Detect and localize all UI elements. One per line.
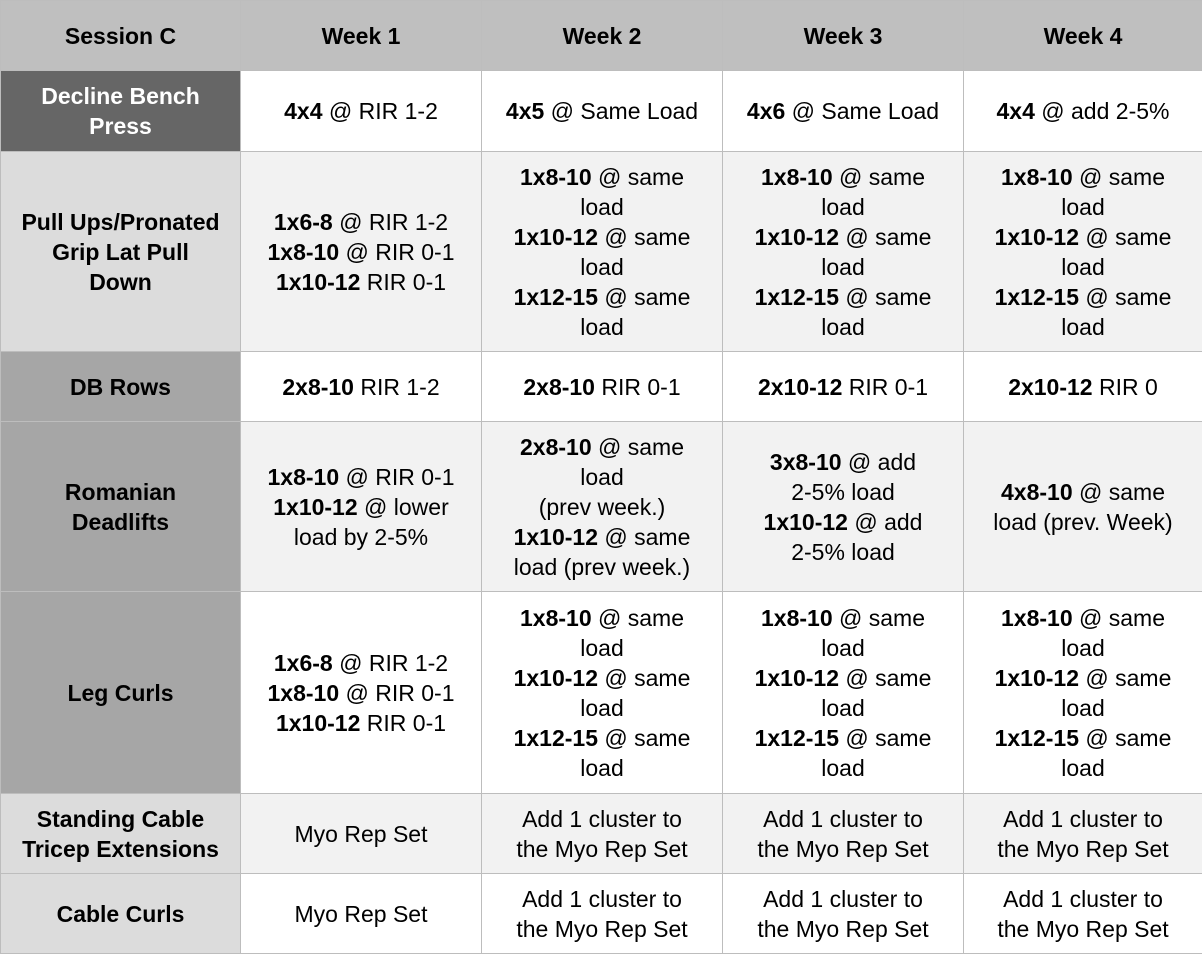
set-instruction: @ RIR 0-1 — [339, 238, 455, 265]
cell-line — [245, 522, 477, 552]
set-instruction: RIR 0 — [1092, 373, 1158, 400]
cell-line — [968, 834, 1198, 864]
set-scheme: 1x10-12 — [513, 523, 599, 550]
cell-line — [245, 237, 477, 267]
cell-line — [486, 312, 718, 342]
set-instruction: RIR 0-1 — [360, 268, 447, 295]
set-scheme: 4x6 — [746, 98, 786, 124]
set-scheme: 1x8-10 — [761, 604, 833, 631]
cell-line — [486, 252, 718, 282]
week-4-cell — [964, 422, 1202, 592]
cell-line — [968, 282, 1198, 312]
set-scheme: 1x10-12 — [754, 664, 840, 691]
set-instruction: Add 1 cluster to — [1003, 805, 1163, 832]
set-instruction: load — [580, 694, 624, 721]
set-instruction: @ same — [1079, 283, 1172, 310]
cell-line — [727, 447, 959, 477]
week-4-cell — [964, 152, 1202, 352]
cell-line — [486, 96, 718, 126]
cell-line — [245, 648, 477, 678]
exercise-name-line: Standing Cable — [36, 805, 205, 832]
set-scheme: 2x10-12 — [1008, 373, 1093, 400]
cell-line — [486, 723, 718, 753]
cell-line — [968, 252, 1198, 282]
exercise-name-line: Press — [89, 113, 152, 139]
cell-line — [727, 693, 959, 723]
set-instruction: load — [1061, 313, 1105, 340]
cell-line — [245, 267, 477, 297]
week-3-cell — [723, 352, 964, 422]
week-3-cell — [723, 592, 964, 794]
week-2-cell — [482, 152, 723, 352]
cell-line — [727, 162, 959, 192]
table-row — [1, 874, 1202, 954]
cell-line — [968, 633, 1198, 663]
cell-line — [968, 693, 1198, 723]
set-scheme: 2x8-10 — [523, 373, 595, 400]
set-instruction: load — [580, 463, 624, 490]
header-week-2: Week 2 — [482, 1, 723, 71]
cell-line — [486, 603, 718, 633]
set-instruction: @ lower — [357, 493, 449, 520]
set-instruction: Add 1 cluster to — [763, 805, 923, 832]
set-scheme: 1x8-10 — [520, 604, 592, 631]
cell-line — [968, 804, 1198, 834]
set-instruction: @ same — [1072, 604, 1165, 631]
cell-line — [968, 914, 1198, 944]
set-instruction: load — [821, 754, 865, 781]
exercise-name-line: Deadlifts — [71, 508, 170, 535]
set-instruction: @ same — [839, 664, 932, 691]
cell-line — [486, 834, 718, 864]
cell-line — [486, 884, 718, 914]
cell-line — [968, 312, 1198, 342]
set-scheme: 1x10-12 — [994, 223, 1080, 250]
set-instruction: load (prev week.) — [513, 553, 691, 580]
set-instruction: @ RIR 1-2 — [322, 98, 438, 124]
week-1-cell — [241, 352, 482, 422]
set-instruction: @ same — [598, 724, 691, 751]
cell-line — [968, 162, 1198, 192]
cell-line — [727, 477, 959, 507]
cell-line — [486, 663, 718, 693]
cell-line — [245, 462, 477, 492]
exercise-name — [1, 794, 241, 874]
cell-line — [968, 884, 1198, 914]
exercise-name-line: Romanian — [64, 478, 177, 505]
set-instruction: the Myo Rep Set — [516, 915, 688, 942]
set-instruction: 2-5% load — [791, 538, 895, 565]
set-instruction: the Myo Rep Set — [997, 915, 1169, 942]
cell-line — [727, 723, 959, 753]
set-instruction: @ RIR 0-1 — [339, 679, 455, 706]
set-scheme: 1x12-15 — [994, 283, 1080, 310]
week-1-cell — [241, 794, 482, 874]
set-instruction: @ add — [847, 508, 923, 535]
set-scheme: 3x8-10 — [769, 448, 842, 475]
cell-line — [968, 603, 1198, 633]
cell-line — [245, 819, 477, 849]
set-instruction: load — [580, 754, 624, 781]
cell-line — [486, 492, 718, 522]
cell-line — [486, 633, 718, 663]
set-instruction: load — [1061, 634, 1105, 661]
set-scheme: 1x10-12 — [994, 664, 1080, 691]
set-instruction: @ same — [598, 223, 691, 250]
week-1-cell — [241, 422, 482, 592]
table-row — [1, 794, 1202, 874]
week-4-cell — [964, 874, 1202, 954]
set-scheme: 1x8-10 — [1001, 604, 1073, 631]
set-instruction: @ same — [1072, 163, 1165, 190]
cell-line — [245, 708, 477, 738]
cell-line — [727, 96, 959, 126]
set-scheme: 2x8-10 — [520, 433, 592, 460]
set-scheme: 1x8-10 — [1001, 163, 1073, 190]
week-3-cell — [723, 794, 964, 874]
cell-line — [727, 834, 959, 864]
set-instruction: @ same — [832, 163, 925, 190]
week-4-cell — [964, 352, 1202, 422]
cell-line — [486, 522, 718, 552]
exercise-name-line: Leg Curls — [67, 679, 174, 706]
exercise-name-line: Down — [89, 268, 152, 295]
set-scheme: 1x6-8 — [273, 649, 333, 676]
set-instruction: load (prev. Week) — [993, 508, 1173, 535]
set-instruction: @ same — [591, 433, 684, 460]
cell-line — [486, 693, 718, 723]
header-session: Session C — [1, 1, 241, 71]
set-instruction: load — [821, 253, 865, 280]
set-scheme: 1x8-10 — [267, 238, 340, 265]
header-week-4: Week 4 — [964, 1, 1202, 71]
week-1-cell — [241, 71, 482, 152]
cell-line — [727, 312, 959, 342]
cell-line — [245, 372, 477, 402]
set-instruction: @ RIR 1-2 — [332, 649, 449, 676]
cell-line — [245, 492, 477, 522]
week-3-cell — [723, 874, 964, 954]
set-instruction: the Myo Rep Set — [757, 915, 929, 942]
exercise-name — [1, 71, 241, 152]
set-instruction: load — [1061, 754, 1105, 781]
set-scheme: 1x12-15 — [994, 724, 1080, 751]
week-2-cell — [482, 874, 723, 954]
set-scheme: 1x8-10 — [761, 163, 833, 190]
cell-line — [968, 96, 1198, 126]
week-3-cell — [723, 152, 964, 352]
cell-line — [727, 753, 959, 783]
exercise-name — [1, 874, 241, 954]
set-scheme: 1x10-12 — [275, 268, 361, 295]
set-scheme: 1x10-12 — [513, 664, 599, 691]
cell-line — [968, 372, 1198, 402]
cell-line — [486, 222, 718, 252]
set-instruction: RIR 1-2 — [353, 373, 440, 400]
set-instruction: @ Same Load — [544, 98, 699, 124]
set-instruction: RIR 0-1 — [360, 709, 447, 736]
cell-line — [968, 753, 1198, 783]
cell-line — [727, 914, 959, 944]
set-instruction: @ RIR 0-1 — [339, 463, 455, 490]
table-body — [1, 71, 1202, 954]
set-instruction: 2-5% load — [791, 478, 895, 505]
set-instruction: Myo Rep Set — [294, 820, 428, 847]
set-scheme: 1x8-10 — [267, 679, 340, 706]
set-instruction: @ RIR 1-2 — [332, 208, 449, 235]
set-scheme: 4x4 — [284, 98, 323, 124]
set-scheme: 1x10-12 — [754, 223, 840, 250]
set-instruction: @ add — [841, 448, 917, 475]
cell-line — [486, 192, 718, 222]
set-instruction: load — [821, 193, 865, 220]
week-2-cell — [482, 794, 723, 874]
set-instruction: RIR 0-1 — [594, 373, 681, 400]
week-1-cell — [241, 874, 482, 954]
table-row — [1, 152, 1202, 352]
set-instruction: @ same — [591, 163, 684, 190]
week-4-cell — [964, 794, 1202, 874]
cell-line — [727, 282, 959, 312]
set-instruction: @ Same Load — [785, 98, 940, 124]
set-scheme: 1x10-12 — [275, 709, 361, 736]
set-instruction: Add 1 cluster to — [763, 885, 923, 912]
set-instruction: load — [821, 313, 865, 340]
cell-line — [968, 477, 1198, 507]
table-row — [1, 352, 1202, 422]
week-4-cell — [964, 71, 1202, 152]
exercise-name — [1, 422, 241, 592]
set-scheme: 1x12-15 — [513, 283, 599, 310]
set-instruction: load — [1061, 253, 1105, 280]
cell-line — [727, 884, 959, 914]
set-instruction: @ same — [832, 604, 925, 631]
set-scheme: 1x6-8 — [273, 208, 333, 235]
set-instruction: @ same — [598, 664, 691, 691]
set-instruction: @ add 2-5% — [1034, 98, 1170, 124]
week-2-cell — [482, 352, 723, 422]
set-instruction: load — [1061, 193, 1105, 220]
exercise-name-line: Decline Bench — [41, 83, 200, 109]
set-scheme: 1x12-15 — [513, 724, 599, 751]
week-2-cell — [482, 592, 723, 794]
cell-line — [245, 96, 477, 126]
week-1-cell — [241, 152, 482, 352]
set-instruction: @ same — [1072, 478, 1165, 505]
set-instruction: load by 2-5% — [293, 523, 429, 550]
cell-line — [968, 222, 1198, 252]
set-instruction: load — [821, 694, 865, 721]
exercise-name-line: Grip Lat Pull — [52, 238, 189, 265]
header-week-3: Week 3 — [723, 1, 964, 71]
cell-line — [968, 663, 1198, 693]
set-scheme: 4x8-10 — [1001, 478, 1073, 505]
set-scheme: 2x8-10 — [282, 373, 354, 400]
set-instruction: load — [580, 634, 624, 661]
week-3-cell — [723, 71, 964, 152]
cell-line — [727, 192, 959, 222]
set-instruction: load — [580, 253, 624, 280]
exercise-name — [1, 152, 241, 352]
cell-line — [727, 252, 959, 282]
set-instruction: load — [580, 193, 624, 220]
set-scheme: 1x8-10 — [267, 463, 340, 490]
set-instruction: load — [1061, 694, 1105, 721]
cell-line — [727, 663, 959, 693]
cell-line — [727, 222, 959, 252]
cell-line — [245, 899, 477, 929]
cell-line — [486, 282, 718, 312]
set-scheme: 4x5 — [505, 98, 545, 124]
cell-line — [727, 804, 959, 834]
set-instruction: load — [580, 313, 624, 340]
cell-line — [245, 207, 477, 237]
set-scheme: 4x4 — [996, 98, 1035, 124]
set-instruction: Myo Rep Set — [294, 900, 428, 927]
set-instruction: Add 1 cluster to — [522, 805, 682, 832]
set-scheme: 1x12-15 — [754, 283, 840, 310]
set-instruction: @ same — [591, 604, 684, 631]
exercise-name-line: DB Rows — [70, 373, 171, 400]
set-instruction: @ same — [1079, 223, 1172, 250]
set-scheme: 1x10-12 — [513, 223, 599, 250]
week-3-cell — [723, 422, 964, 592]
cell-line — [968, 507, 1198, 537]
table-row — [1, 422, 1202, 592]
header-row — [1, 1, 1202, 71]
set-instruction: @ same — [1079, 664, 1172, 691]
set-scheme: 1x10-12 — [273, 493, 358, 520]
cell-line — [727, 507, 959, 537]
cell-line — [486, 432, 718, 462]
set-instruction: @ same — [598, 523, 691, 550]
set-instruction: load — [821, 634, 865, 661]
set-instruction: the Myo Rep Set — [997, 835, 1169, 862]
cell-line — [968, 192, 1198, 222]
week-2-cell — [482, 422, 723, 592]
cell-line — [486, 753, 718, 783]
cell-line — [486, 372, 718, 402]
week-1-cell — [241, 592, 482, 794]
table-row — [1, 592, 1202, 794]
cell-line — [727, 537, 959, 567]
set-scheme: 1x8-10 — [520, 163, 592, 190]
table-row — [1, 71, 1202, 152]
set-instruction: the Myo Rep Set — [757, 835, 929, 862]
set-instruction: @ same — [598, 283, 691, 310]
exercise-name-line: Pull Ups/Pronated — [21, 208, 220, 235]
set-scheme: 1x10-12 — [763, 508, 848, 535]
cell-line — [486, 462, 718, 492]
week-2-cell — [482, 71, 723, 152]
header-week-1: Week 1 — [241, 1, 482, 71]
set-instruction: Add 1 cluster to — [1003, 885, 1163, 912]
cell-line — [727, 633, 959, 663]
cell-line — [486, 914, 718, 944]
set-instruction: @ same — [1079, 724, 1172, 751]
exercise-name — [1, 592, 241, 794]
cell-line — [968, 723, 1198, 753]
week-4-cell — [964, 592, 1202, 794]
cell-line — [245, 678, 477, 708]
cell-line — [727, 603, 959, 633]
set-instruction: @ same — [839, 283, 932, 310]
exercise-name-line: Cable Curls — [56, 900, 185, 927]
set-scheme: 1x12-15 — [754, 724, 840, 751]
cell-line — [486, 552, 718, 582]
exercise-name-line: Tricep Extensions — [22, 835, 219, 862]
set-instruction: @ same — [839, 223, 932, 250]
set-instruction: RIR 0-1 — [842, 373, 929, 400]
cell-line — [486, 804, 718, 834]
set-instruction: the Myo Rep Set — [516, 835, 688, 862]
cell-line — [727, 372, 959, 402]
cell-line — [486, 162, 718, 192]
set-instruction: (prev week.) — [538, 493, 666, 520]
set-instruction: @ same — [839, 724, 932, 751]
set-scheme: 2x10-12 — [757, 373, 843, 400]
set-instruction: Add 1 cluster to — [522, 885, 682, 912]
exercise-name — [1, 352, 241, 422]
